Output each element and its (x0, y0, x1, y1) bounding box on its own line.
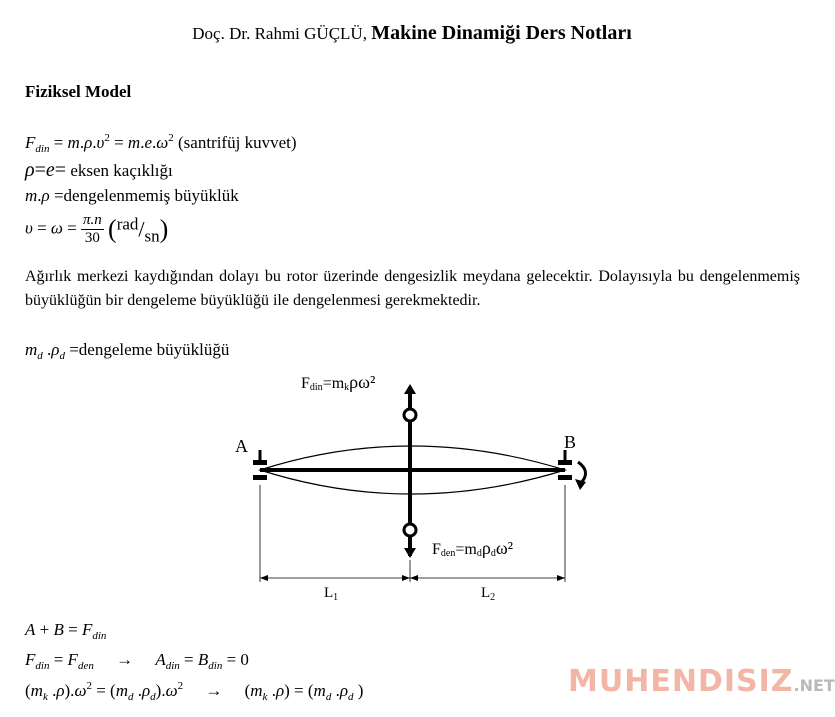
formula-balance-condition: $F_{din} = F_{den} \to A_{din} = B_{din} = 0$ (25, 650, 249, 672)
force-din-label: Fdin=mkρω² (301, 372, 376, 393)
header-course-title: Makine Dinamiği Ders Notları (371, 22, 632, 44)
formula-eccentricity: ρ=e= eksen kaçıklığı (25, 159, 173, 181)
formula-centrifugal-note: (santrifüj kuvvet) (178, 133, 297, 152)
watermark-suffix: .NET (793, 676, 835, 695)
watermark-main: MUHENDISIZ (568, 664, 794, 699)
label-b: B (564, 432, 577, 452)
force-den-label: Fden=mdρdω² (432, 538, 514, 559)
formula-eccentricity-desc: eksen kaçıklığı (70, 161, 173, 180)
bearing-a (253, 450, 267, 480)
watermark-logo (568, 664, 835, 699)
rotor-diagram (220, 360, 620, 610)
header-author: Doç. Dr. Rahmi GÜÇLÜ, (192, 24, 367, 43)
explanation-paragraph: Ağırlık merkezi kaydığından dolayı bu rotor üzerinde dengesizlik meydana gelecektir. Dolayısıyla bu dengelenmemiş büyüklüğün bir dengeleme büyüklüğü ile dengelenmesi gerekmektedir. (25, 268, 800, 309)
formula-angular-velocity: υ = ω = $\frac{\pi.n}{30}$ (rad/sn) (25, 212, 169, 246)
speed-fraction: $\frac{\pi.n}{30}$ (83, 212, 102, 246)
unit-sn: sn (144, 226, 160, 246)
formula-balancing-desc: dengeleme büyüklüğü (78, 340, 230, 359)
formula-unbalanced-desc: dengelenmemiş büyüklük (63, 186, 239, 205)
section-title: Fiziksel Model (25, 82, 132, 101)
label-l1: $L_1$ (324, 585, 339, 603)
formula-centrifugal: $F_{din} = m.\rho.\upsilon^2 = m.e.\omega^2$ (santrifüj kuvvet) (25, 132, 297, 155)
force-up-arrowhead (404, 384, 416, 394)
mass-mk (404, 409, 416, 421)
formula-balancing: $m_d$ $.\rho_d$ =dengeleme büyüklüğü (25, 340, 230, 362)
mass-md (404, 524, 416, 536)
label-l2: $L_2$ (481, 585, 496, 603)
label-a: A (235, 436, 248, 456)
formula-result: ($m_k$ $.\rho).\omega^2 = (m_d$ $.\rho_d).\omega^2 \to (m_k$ $.\rho) = (m_d$ $.\rho_d$ ) (25, 680, 364, 703)
unit-rad: rad (116, 214, 139, 234)
formula-reactions: $A + B = F_{din}$ (25, 620, 107, 642)
bearing-b (558, 450, 572, 480)
force-down-arrowhead (404, 548, 416, 558)
formula-unbalanced: m.ρ =dengelenmemiş büyüklük (25, 186, 239, 205)
page-header (0, 22, 824, 45)
